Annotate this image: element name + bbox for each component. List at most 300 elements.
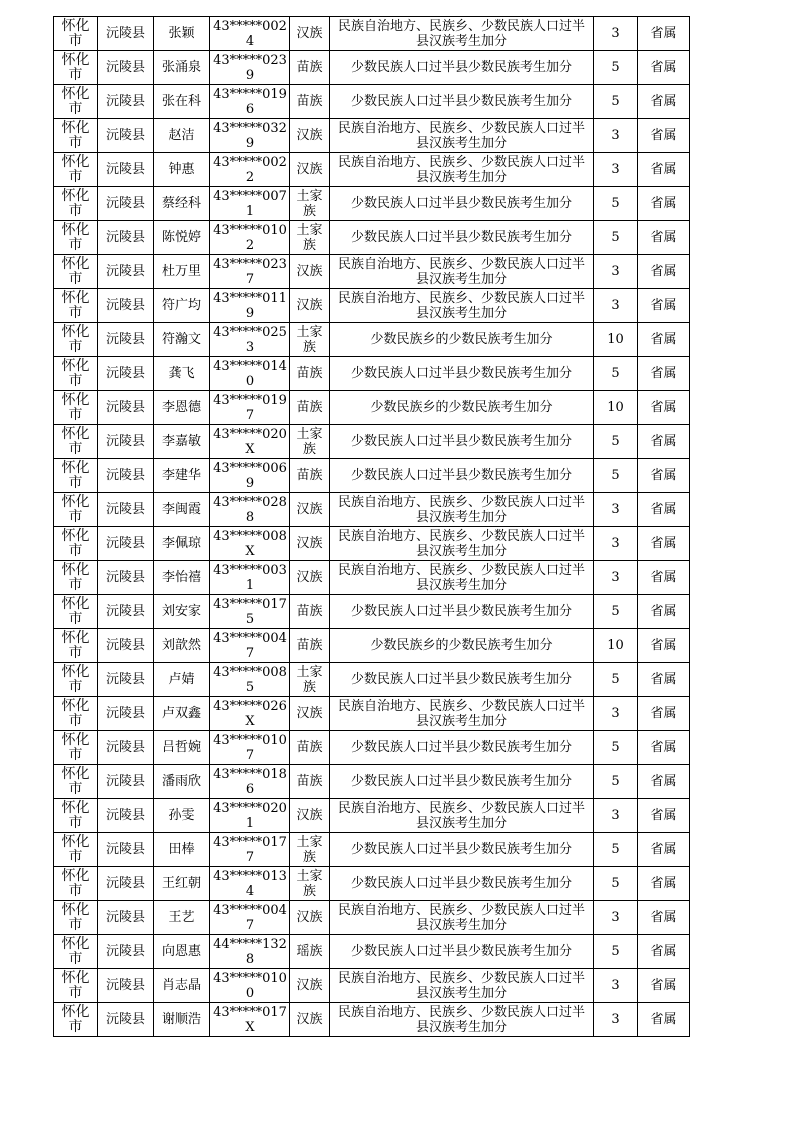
cell-level: 省属 <box>638 527 690 561</box>
cell-city <box>54 289 98 323</box>
cell-bonus-item-text: 少数民族人口过半县少数民族考生加分 <box>350 944 572 959</box>
cell-id-number <box>210 255 290 289</box>
cell-city-text: 怀化市 <box>61 323 90 355</box>
cell-bonus-points: 3 <box>594 119 638 153</box>
cell-city <box>54 187 98 221</box>
cell-bonus-points: 3 <box>594 493 638 527</box>
cell-id-number <box>210 595 290 629</box>
cell-city-text: 怀化市 <box>61 595 90 627</box>
cell-city <box>54 969 98 1003</box>
cell-id-number-text: 43*****020X <box>213 426 287 457</box>
cell-city-text: 怀化市 <box>61 969 90 1001</box>
cell-ethnicity-text: 汉族 <box>296 978 323 993</box>
cell-ethnicity <box>290 527 330 561</box>
table-row <box>54 799 690 833</box>
cell-ethnicity <box>290 901 330 935</box>
cell-ethnicity <box>290 935 330 969</box>
cell-ethnicity <box>290 969 330 1003</box>
cell-level: 省属 <box>638 459 690 493</box>
cell-bonus-points: 10 <box>594 629 638 663</box>
cell-level: 省属 <box>638 969 690 1003</box>
cell-county: 沅陵县 <box>98 289 154 323</box>
bonus-points-table-page <box>53 16 689 1037</box>
table-row <box>54 867 690 901</box>
cell-ethnicity-text: 苗族 <box>296 740 323 755</box>
cell-name: 张在科 <box>154 85 210 119</box>
cell-bonus-item-text: 少数民族人口过半县少数民族考生加分 <box>350 60 572 75</box>
cell-name: 李恩德 <box>154 391 210 425</box>
cell-ethnicity <box>290 17 330 51</box>
cell-level: 省属 <box>638 731 690 765</box>
cell-city <box>54 255 98 289</box>
cell-county: 沅陵县 <box>98 901 154 935</box>
cell-city <box>54 85 98 119</box>
cell-id-number <box>210 629 290 663</box>
cell-city <box>54 459 98 493</box>
cell-level: 省属 <box>638 595 690 629</box>
cell-county: 沅陵县 <box>98 357 154 391</box>
cell-county: 沅陵县 <box>98 697 154 731</box>
cell-bonus-points: 5 <box>594 425 638 459</box>
cell-bonus-item <box>330 255 594 289</box>
cell-id-number <box>210 527 290 561</box>
cell-level: 省属 <box>638 85 690 119</box>
table-row <box>54 119 690 153</box>
cell-bonus-item <box>330 459 594 493</box>
cell-id-number <box>210 187 290 221</box>
cell-ethnicity-text: 土家族 <box>296 222 323 253</box>
cell-bonus-points: 3 <box>594 17 638 51</box>
cell-id-number-text: 43*****0071 <box>213 188 287 219</box>
cell-bonus-item-text: 少数民族人口过半县少数民族考生加分 <box>350 196 572 211</box>
cell-city-text: 怀化市 <box>61 221 90 253</box>
cell-id-number <box>210 697 290 731</box>
cell-level: 省属 <box>638 901 690 935</box>
cell-city-text: 怀化市 <box>61 527 90 559</box>
cell-id-number <box>210 935 290 969</box>
cell-id-number-text: 43*****0175 <box>213 596 287 627</box>
table-row <box>54 901 690 935</box>
cell-id-number-text: 43*****0047 <box>213 902 287 933</box>
cell-city-text: 怀化市 <box>61 153 90 185</box>
cell-bonus-item-text: 少数民族人口过半县少数民族考生加分 <box>350 842 572 857</box>
cell-level: 省属 <box>638 357 690 391</box>
cell-bonus-points: 5 <box>594 51 638 85</box>
cell-name: 肖志晶 <box>154 969 210 1003</box>
cell-ethnicity-text: 苗族 <box>296 638 323 653</box>
cell-county: 沅陵县 <box>98 527 154 561</box>
cell-id-number <box>210 765 290 799</box>
cell-bonus-points: 3 <box>594 289 638 323</box>
cell-ethnicity-text: 瑶族 <box>296 944 323 959</box>
cell-ethnicity-text: 汉族 <box>296 910 323 925</box>
cell-county: 沅陵县 <box>98 255 154 289</box>
cell-ethnicity <box>290 85 330 119</box>
cell-ethnicity <box>290 51 330 85</box>
cell-bonus-item <box>330 153 594 187</box>
cell-ethnicity-text: 苗族 <box>296 60 323 75</box>
cell-city <box>54 663 98 697</box>
cell-bonus-item <box>330 289 594 323</box>
cell-ethnicity <box>290 799 330 833</box>
cell-ethnicity <box>290 867 330 901</box>
cell-ethnicity <box>290 153 330 187</box>
cell-bonus-item-text: 少数民族人口过半县少数民族考生加分 <box>350 876 572 891</box>
cell-county: 沅陵县 <box>98 153 154 187</box>
cell-bonus-item <box>330 323 594 357</box>
cell-county: 沅陵县 <box>98 425 154 459</box>
cell-level: 省属 <box>638 187 690 221</box>
table-row <box>54 357 690 391</box>
cell-name: 卢双鑫 <box>154 697 210 731</box>
cell-id-number <box>210 833 290 867</box>
cell-level: 省属 <box>638 289 690 323</box>
table-row <box>54 289 690 323</box>
cell-bonus-item-text: 民族自治地方、民族乡、少数民族人口过半县汉族考生加分 <box>337 528 585 559</box>
cell-id-number <box>210 561 290 595</box>
cell-bonus-points: 3 <box>594 527 638 561</box>
cell-city-text: 怀化市 <box>61 697 90 729</box>
cell-name: 龚飞 <box>154 357 210 391</box>
cell-bonus-item <box>330 731 594 765</box>
cell-city <box>54 629 98 663</box>
cell-ethnicity <box>290 765 330 799</box>
cell-county: 沅陵县 <box>98 765 154 799</box>
cell-bonus-item-text: 少数民族人口过半县少数民族考生加分 <box>350 774 572 789</box>
cell-bonus-points: 10 <box>594 391 638 425</box>
cell-name: 向恩惠 <box>154 935 210 969</box>
cell-name: 卢婧 <box>154 663 210 697</box>
cell-city <box>54 153 98 187</box>
cell-ethnicity <box>290 561 330 595</box>
cell-id-number-text: 43*****017X <box>213 1004 287 1035</box>
cell-ethnicity-text: 苗族 <box>296 366 323 381</box>
cell-city <box>54 119 98 153</box>
cell-id-number-text: 43*****0100 <box>213 970 287 1001</box>
cell-ethnicity-text: 土家族 <box>296 324 323 355</box>
cell-id-number <box>210 663 290 697</box>
cell-ethnicity-text: 土家族 <box>296 664 323 695</box>
cell-county: 沅陵县 <box>98 119 154 153</box>
cell-bonus-points: 5 <box>594 187 638 221</box>
cell-ethnicity-text: 汉族 <box>296 570 323 585</box>
cell-ethnicity <box>290 459 330 493</box>
cell-ethnicity-text: 苗族 <box>296 468 323 483</box>
cell-level: 省属 <box>638 221 690 255</box>
cell-city-text: 怀化市 <box>61 425 90 457</box>
cell-name: 王艺 <box>154 901 210 935</box>
cell-level: 省属 <box>638 1003 690 1037</box>
cell-name: 李嘉敏 <box>154 425 210 459</box>
cell-city <box>54 17 98 51</box>
cell-bonus-item-text: 少数民族人口过半县少数民族考生加分 <box>350 468 572 483</box>
cell-ethnicity-text: 汉族 <box>296 128 323 143</box>
cell-ethnicity-text: 汉族 <box>296 536 323 551</box>
cell-id-number-text: 43*****0047 <box>213 630 287 661</box>
cell-city <box>54 221 98 255</box>
cell-ethnicity-text: 土家族 <box>296 868 323 899</box>
cell-bonus-item-text: 少数民族人口过半县少数民族考生加分 <box>350 434 572 449</box>
cell-id-number-text: 43*****026X <box>213 698 287 729</box>
cell-level: 省属 <box>638 765 690 799</box>
cell-id-number <box>210 153 290 187</box>
cell-county: 沅陵县 <box>98 493 154 527</box>
cell-county: 沅陵县 <box>98 51 154 85</box>
cell-county: 沅陵县 <box>98 85 154 119</box>
cell-bonus-item <box>330 1003 594 1037</box>
cell-name: 张颖 <box>154 17 210 51</box>
cell-city <box>54 731 98 765</box>
table-row <box>54 493 690 527</box>
cell-bonus-item-text: 少数民族乡的少数民族考生加分 <box>370 400 553 415</box>
cell-name: 钟惠 <box>154 153 210 187</box>
cell-city <box>54 901 98 935</box>
cell-bonus-item <box>330 629 594 663</box>
cell-id-number-text: 43*****0107 <box>213 732 287 763</box>
cell-city-text: 怀化市 <box>61 187 90 219</box>
table-row <box>54 561 690 595</box>
cell-id-number-text: 43*****0201 <box>213 800 287 831</box>
cell-level: 省属 <box>638 425 690 459</box>
cell-ethnicity <box>290 731 330 765</box>
table-row <box>54 221 690 255</box>
cell-level: 省属 <box>638 493 690 527</box>
cell-bonus-points: 5 <box>594 85 638 119</box>
cell-city-text: 怀化市 <box>61 85 90 117</box>
cell-bonus-points: 5 <box>594 935 638 969</box>
cell-county: 沅陵县 <box>98 323 154 357</box>
cell-ethnicity <box>290 425 330 459</box>
cell-bonus-item <box>330 17 594 51</box>
cell-city-text: 怀化市 <box>61 663 90 695</box>
cell-city <box>54 357 98 391</box>
cell-name: 李佩琼 <box>154 527 210 561</box>
cell-ethnicity-text: 汉族 <box>296 808 323 823</box>
cell-name: 杜万里 <box>154 255 210 289</box>
cell-id-number <box>210 119 290 153</box>
table-row <box>54 255 690 289</box>
cell-id-number-text: 43*****0288 <box>213 494 287 525</box>
cell-bonus-item <box>330 527 594 561</box>
cell-id-number-text: 43*****0140 <box>213 358 287 389</box>
cell-id-number <box>210 459 290 493</box>
cell-name: 张涌泉 <box>154 51 210 85</box>
table-row <box>54 425 690 459</box>
cell-city-text: 怀化市 <box>61 731 90 763</box>
cell-id-number-text: 43*****0031 <box>213 562 287 593</box>
cell-bonus-points: 3 <box>594 1003 638 1037</box>
cell-name: 李闽霞 <box>154 493 210 527</box>
cell-level: 省属 <box>638 51 690 85</box>
cell-bonus-item <box>330 697 594 731</box>
cell-bonus-item <box>330 187 594 221</box>
cell-bonus-item <box>330 357 594 391</box>
cell-bonus-item-text: 少数民族人口过半县少数民族考生加分 <box>350 366 572 381</box>
cell-bonus-points: 3 <box>594 255 638 289</box>
cell-ethnicity-text: 土家族 <box>296 188 323 219</box>
cell-bonus-item-text: 民族自治地方、民族乡、少数民族人口过半县汉族考生加分 <box>337 970 585 1001</box>
cell-bonus-points: 5 <box>594 731 638 765</box>
cell-city-text: 怀化市 <box>61 119 90 151</box>
cell-ethnicity-text: 土家族 <box>296 426 323 457</box>
cell-bonus-item <box>330 833 594 867</box>
cell-ethnicity <box>290 697 330 731</box>
cell-county: 沅陵县 <box>98 1003 154 1037</box>
table-row <box>54 935 690 969</box>
cell-bonus-item-text: 少数民族人口过半县少数民族考生加分 <box>350 672 572 687</box>
cell-city <box>54 833 98 867</box>
table-row <box>54 187 690 221</box>
cell-id-number-text: 43*****0239 <box>213 52 287 83</box>
cell-level: 省属 <box>638 255 690 289</box>
table-row <box>54 765 690 799</box>
cell-ethnicity-text: 汉族 <box>296 706 323 721</box>
cell-ethnicity-text: 苗族 <box>296 774 323 789</box>
cell-ethnicity <box>290 119 330 153</box>
cell-id-number-text: 43*****0085 <box>213 664 287 695</box>
cell-level: 省属 <box>638 663 690 697</box>
cell-id-number-text: 43*****0329 <box>213 120 287 151</box>
cell-ethnicity <box>290 289 330 323</box>
cell-id-number <box>210 17 290 51</box>
table-row <box>54 629 690 663</box>
cell-id-number <box>210 357 290 391</box>
cell-city <box>54 527 98 561</box>
cell-county: 沅陵县 <box>98 969 154 1003</box>
table-row <box>54 323 690 357</box>
cell-ethnicity <box>290 221 330 255</box>
cell-ethnicity-text: 汉族 <box>296 1012 323 1027</box>
cell-bonus-item <box>330 595 594 629</box>
cell-ethnicity-text: 汉族 <box>296 298 323 313</box>
cell-city <box>54 493 98 527</box>
cell-id-number-text: 44*****1328 <box>213 936 287 967</box>
cell-county: 沅陵县 <box>98 799 154 833</box>
cell-name: 李建华 <box>154 459 210 493</box>
cell-name: 吕哲婉 <box>154 731 210 765</box>
cell-city <box>54 561 98 595</box>
cell-ethnicity <box>290 255 330 289</box>
cell-id-number-text: 43*****0186 <box>213 766 287 797</box>
cell-bonus-item-text: 民族自治地方、民族乡、少数民族人口过半县汉族考生加分 <box>337 120 585 151</box>
cell-bonus-item-text: 民族自治地方、民族乡、少数民族人口过半县汉族考生加分 <box>337 698 585 729</box>
cell-city-text: 怀化市 <box>61 17 90 49</box>
cell-bonus-item-text: 民族自治地方、民族乡、少数民族人口过半县汉族考生加分 <box>337 494 585 525</box>
bonus-points-table <box>53 16 690 1037</box>
cell-name: 田棒 <box>154 833 210 867</box>
cell-bonus-item-text: 少数民族乡的少数民族考生加分 <box>370 638 553 653</box>
cell-id-number <box>210 323 290 357</box>
cell-city-text: 怀化市 <box>61 765 90 797</box>
cell-bonus-item <box>330 867 594 901</box>
cell-ethnicity <box>290 323 330 357</box>
cell-bonus-points: 3 <box>594 153 638 187</box>
cell-ethnicity <box>290 833 330 867</box>
cell-ethnicity-text: 苗族 <box>296 604 323 619</box>
cell-bonus-item <box>330 119 594 153</box>
cell-city <box>54 799 98 833</box>
cell-bonus-item <box>330 901 594 935</box>
cell-bonus-item <box>330 765 594 799</box>
table-row <box>54 17 690 51</box>
cell-bonus-points: 5 <box>594 663 638 697</box>
cell-bonus-item-text: 民族自治地方、民族乡、少数民族人口过半县汉族考生加分 <box>337 902 585 933</box>
table-row <box>54 51 690 85</box>
cell-id-number-text: 43*****0197 <box>213 392 287 423</box>
cell-bonus-item <box>330 969 594 1003</box>
cell-city-text: 怀化市 <box>61 391 90 423</box>
table-body <box>54 17 690 1037</box>
cell-city-text: 怀化市 <box>61 561 90 593</box>
cell-id-number-text: 43*****008X <box>213 528 287 559</box>
cell-bonus-item-text: 民族自治地方、民族乡、少数民族人口过半县汉族考生加分 <box>337 1004 585 1035</box>
cell-bonus-item <box>330 663 594 697</box>
cell-id-number-text: 43*****0177 <box>213 834 287 865</box>
cell-ethnicity-text: 苗族 <box>296 94 323 109</box>
cell-bonus-item <box>330 493 594 527</box>
cell-city <box>54 935 98 969</box>
cell-id-number-text: 43*****0237 <box>213 256 287 287</box>
cell-id-number <box>210 731 290 765</box>
cell-county: 沅陵县 <box>98 867 154 901</box>
cell-name: 赵洁 <box>154 119 210 153</box>
cell-id-number-text: 43*****0134 <box>213 868 287 899</box>
cell-name: 符广均 <box>154 289 210 323</box>
cell-name: 陈悦婷 <box>154 221 210 255</box>
cell-name: 刘歆然 <box>154 629 210 663</box>
cell-bonus-points: 5 <box>594 357 638 391</box>
cell-ethnicity-text: 汉族 <box>296 502 323 517</box>
cell-city-text: 怀化市 <box>61 629 90 661</box>
cell-ethnicity <box>290 663 330 697</box>
cell-city <box>54 867 98 901</box>
cell-level: 省属 <box>638 561 690 595</box>
cell-id-number <box>210 425 290 459</box>
cell-bonus-item-text: 少数民族乡的少数民族考生加分 <box>370 332 553 347</box>
cell-bonus-item <box>330 221 594 255</box>
cell-level: 省属 <box>638 935 690 969</box>
cell-id-number-text: 43*****0069 <box>213 460 287 491</box>
cell-bonus-item-text: 少数民族人口过半县少数民族考生加分 <box>350 740 572 755</box>
cell-id-number-text: 43*****0196 <box>213 86 287 117</box>
cell-county: 沅陵县 <box>98 561 154 595</box>
cell-bonus-item-text: 少数民族人口过半县少数民族考生加分 <box>350 94 572 109</box>
cell-city <box>54 765 98 799</box>
cell-bonus-item <box>330 51 594 85</box>
table-row <box>54 697 690 731</box>
cell-county: 沅陵县 <box>98 221 154 255</box>
cell-level: 省属 <box>638 323 690 357</box>
cell-city-text: 怀化市 <box>61 833 90 865</box>
cell-bonus-item-text: 民族自治地方、民族乡、少数民族人口过半县汉族考生加分 <box>337 154 585 185</box>
cell-ethnicity-text: 汉族 <box>296 26 323 41</box>
cell-county: 沅陵县 <box>98 459 154 493</box>
cell-ethnicity <box>290 629 330 663</box>
cell-level: 省属 <box>638 867 690 901</box>
cell-bonus-points: 5 <box>594 765 638 799</box>
cell-level: 省属 <box>638 119 690 153</box>
table-row <box>54 1003 690 1037</box>
cell-bonus-item-text: 民族自治地方、民族乡、少数民族人口过半县汉族考生加分 <box>337 800 585 831</box>
cell-city-text: 怀化市 <box>61 1003 90 1035</box>
cell-ethnicity <box>290 493 330 527</box>
cell-bonus-points: 10 <box>594 323 638 357</box>
cell-bonus-item-text: 民族自治地方、民族乡、少数民族人口过半县汉族考生加分 <box>337 256 585 287</box>
cell-ethnicity <box>290 357 330 391</box>
cell-bonus-item <box>330 935 594 969</box>
table-row <box>54 731 690 765</box>
cell-city-text: 怀化市 <box>61 867 90 899</box>
